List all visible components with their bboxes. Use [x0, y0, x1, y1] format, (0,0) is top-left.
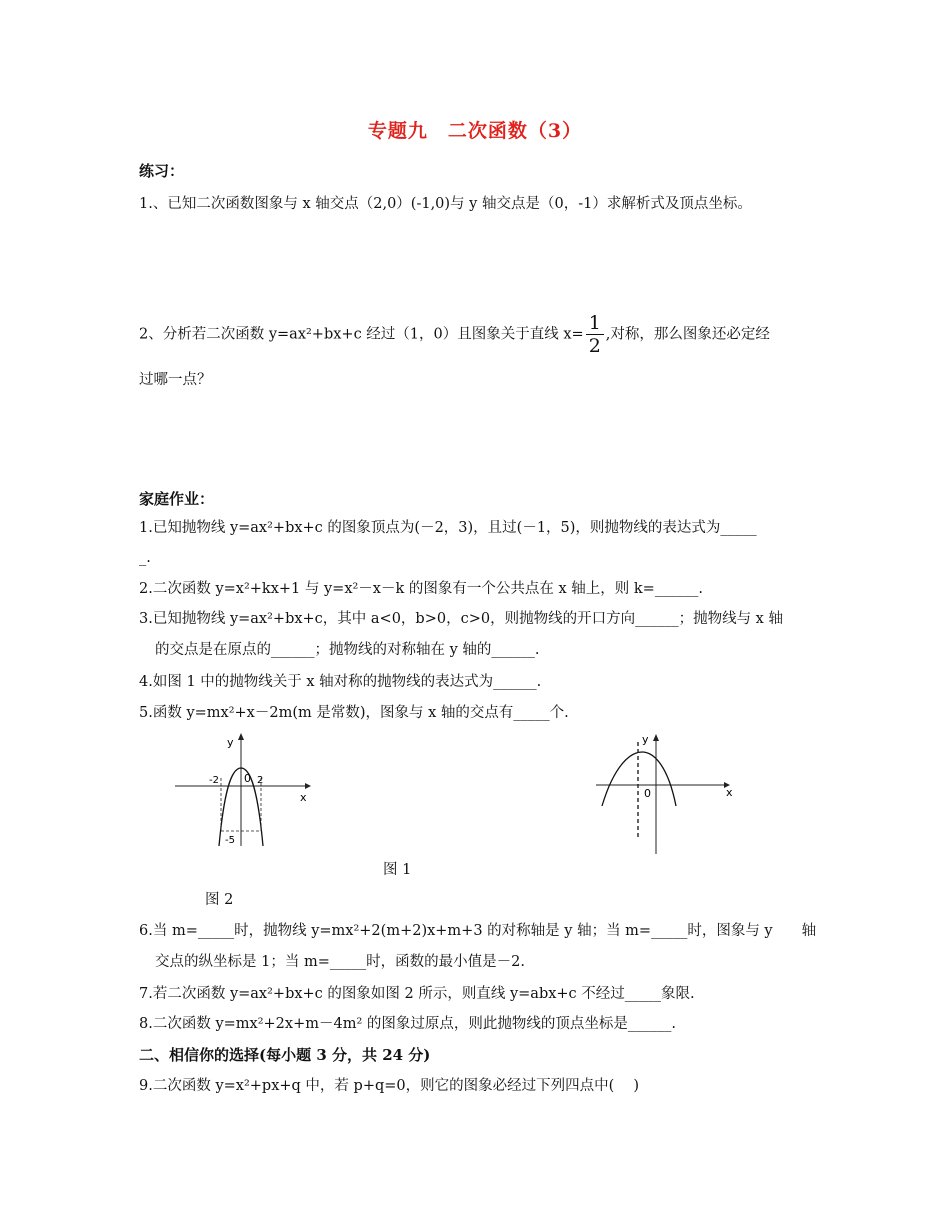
- fraction-denominator: 2: [588, 335, 601, 357]
- fig1-y-label: y: [227, 736, 234, 749]
- fig1-bottom-tick: -5: [225, 835, 235, 846]
- fig1-x-label: x: [300, 791, 307, 804]
- figure-1-caption: 图 1: [383, 862, 412, 878]
- fraction-one-half: [586, 312, 604, 357]
- fig1-left-tick: -2: [209, 775, 219, 786]
- practice-question-1: 1.、已知二次函数图象与 x 轴交点（2,0）(-1,0)与 y 轴交点是（0，-1）求解析式及顶点坐标。: [139, 196, 752, 212]
- figure-2-caption: 图 2: [205, 892, 234, 908]
- homework-q3-line1: 3.已知抛物线 y=ax²+bx+c，其中 a<0，b>0，c>0，则抛物线的开口方向______；抛物线与 x 轴: [139, 611, 783, 627]
- fig2-x-label: x: [726, 786, 733, 799]
- page-title: 专题九 二次函数（3）: [367, 120, 583, 142]
- homework-q1-line2: _.: [139, 550, 151, 566]
- practice-heading: 练习：: [139, 162, 185, 180]
- section-2-heading: 二、相信你的选择(每小题 3 分，共 24 分): [139, 1046, 431, 1064]
- homework-q4: 4.如图 1 中的抛物线关于 x 轴对称的抛物线的表达式为______.: [139, 674, 542, 690]
- fig1-y-arrow: [238, 733, 244, 740]
- homework-q2: 2.二次函数 y=x²+kx+1 与 y=x²－x－k 的图象有一个公共点在 x 轴上，则 k=______.: [139, 581, 703, 597]
- homework-q6-line2: 交点的纵坐标是 1；当 m=_____时，函数的最小值是－2.: [155, 954, 525, 970]
- fig1-origin-label: 0: [244, 772, 251, 785]
- homework-q8: 8.二次函数 y=mx²+2x+m－4m² 的图象过原点，则此抛物线的顶点坐标是______.: [139, 1016, 676, 1032]
- fig1-x-arrow: [305, 783, 311, 789]
- fig2-parabola: [602, 752, 676, 806]
- homework-q6-line1: 6.当 m=_____时，抛物线 y=mx²+2(m+2)x+m+3 的对称轴是 y 轴；当 m=_____时，图象与 y 轴: [139, 923, 817, 939]
- homework-q1-line1: 1.已知抛物线 y=ax²+bx+c 的图象顶点为(－2，3)，且过(－1，5)，则抛物线的表达式为_____: [139, 520, 757, 536]
- practice-question-2-line2: 过哪一点？: [139, 372, 212, 388]
- homework-q5: 5.函数 y=mx²+x－2m(m 是常数)，图象与 x 轴的交点有_____个.: [139, 705, 569, 721]
- homework-q7: 7.若二次函数 y=ax²+bx+c 的图象如图 2 所示，则直线 y=abx+c 不经过_____象限.: [139, 986, 695, 1002]
- figure-1-graph: [165, 728, 325, 853]
- fig2-y-label: y: [642, 733, 649, 746]
- q2-text-part2: ,对称，那么图象还必定经: [605, 326, 770, 343]
- fig1-right-tick: 2: [257, 775, 264, 786]
- fig2-y-arrow: [653, 734, 659, 741]
- homework-q3-line2: 的交点是在原点的______；抛物线的对称轴在 y 轴的______.: [155, 642, 540, 658]
- homework-heading: 家庭作业：: [139, 490, 215, 508]
- fig2-origin-label: 0: [644, 787, 651, 800]
- section-2-q9: 9.二次函数 y=x²+px+q 中，若 p+q=0，则它的图象必经过下列四点中( ): [139, 1078, 640, 1094]
- fraction-numerator: 1: [586, 312, 604, 335]
- practice-question-2: [139, 312, 770, 357]
- q2-text-part1: 2、分析若二次函数 y=ax²+bx+c 经过（1，0）且图象关于直线 x=: [139, 326, 584, 343]
- figure-2-graph: [588, 728, 748, 858]
